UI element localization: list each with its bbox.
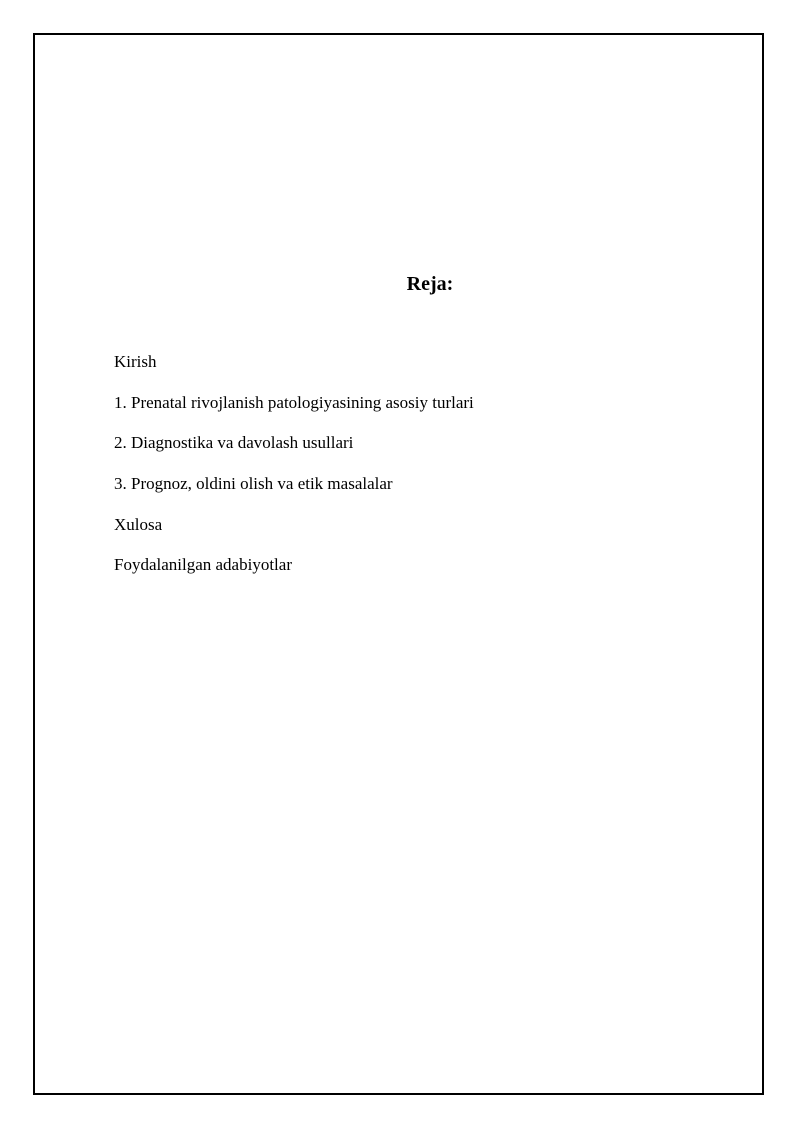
toc-item-chapter-2: 2. Diagnostika va davolash usullari: [114, 433, 354, 453]
toc-item-chapter-1: 1. Prenatal rivojlanish patologiyasining asosiy turlari: [114, 392, 474, 412]
toc-item-introduction: Kirish: [114, 352, 157, 371]
table-of-contents: [114, 350, 474, 594]
plan-title: Reja:: [406, 273, 454, 295]
toc-item-references: Foydalanilgan adabiyotlar: [114, 555, 292, 575]
toc-item-chapter-3: 3. Prognoz, oldini olish va etik masalalar: [114, 474, 393, 494]
toc-item-conclusion: Xulosa: [114, 514, 163, 534]
